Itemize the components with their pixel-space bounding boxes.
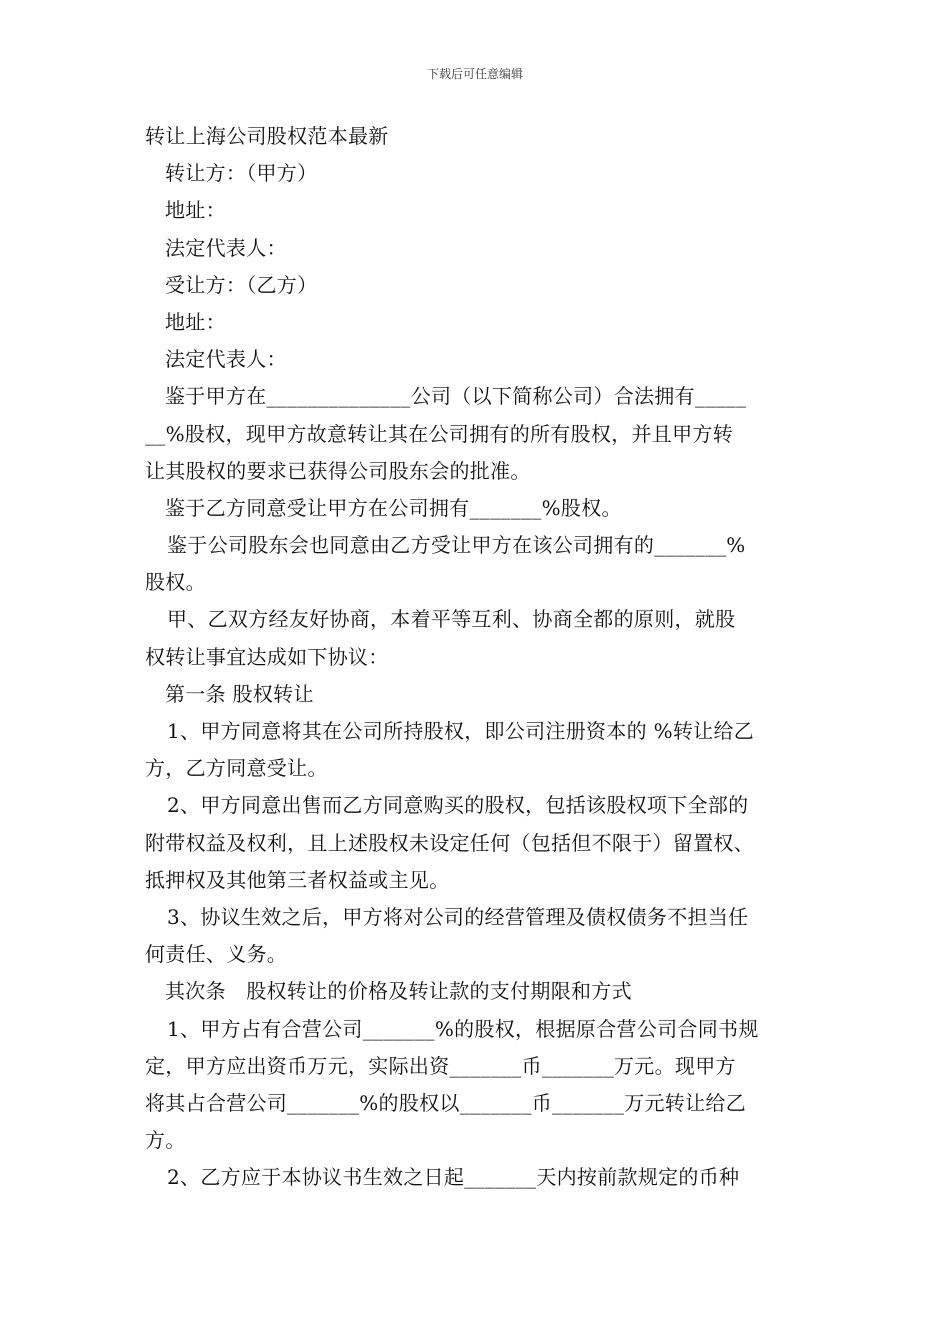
paragraph-line: 2、乙方应于本协议书生效之日起_______天内按前款规定的币种 [167,1165,740,1190]
paragraph-line: 3、协议生效之后，甲方将对公司的经营管理及债权债务不担当任 [167,904,749,929]
transferor-label: 转让方：（甲方） [165,161,318,186]
paragraph-line: 附带权益及权利，且上述股权未设定任何（包括但不限于）留置权、 [145,830,754,855]
transferor-address: 地址： [165,198,226,223]
paragraph-line: 2、甲方同意出售而乙方同意购买的股权，包括该股权项下全部的 [167,793,749,818]
paragraph-line: 权转让事宜达成如下协议： [145,644,389,669]
transferee-representative: 法定代表人： [165,347,287,372]
paragraph-line: 鉴于公司股东会也同意由乙方受让甲方在该公司拥有的_______% [167,533,746,558]
paragraph-line: 1、甲方同意将其在公司所持股权，即公司注册资本的 %转让给乙 [167,719,755,743]
paragraph-line: 让其股权的要求已获得公司股东会的批准。 [145,458,531,483]
paragraph-line: 鉴于乙方同意受让甲方在公司拥有_______%股权。 [165,495,622,520]
paragraph-line: 将其占合营公司_______%的股权以_______币_______万元转让给乙 [145,1090,747,1115]
transferee-address: 地址： [165,309,226,334]
paragraph-line: 鉴于甲方在______________公司（以下简称公司）合法拥有_____ [165,384,747,409]
section-heading: 其次条 股权转让的价格及转让款的支付期限和方式 [165,979,632,1004]
document-title: 转让上海公司股权范本最新 [145,124,389,148]
paragraph-line: 何责任、义务。 [145,942,288,967]
paragraph-line: 抵押权及其他第三者权益或主见。 [145,867,450,892]
paragraph-line: __%股权，现甲方故意转让其在公司拥有的所有股权，并且甲方转 [145,421,734,446]
transferor-representative: 法定代表人： [165,235,287,260]
page-header: 下载后可任意编辑 [426,67,523,81]
paragraph-line: 定，甲方应出资币万元，实际出资_______币_______万元。现甲方 [145,1053,736,1078]
transferee-label: 受让方：（乙方） [165,272,318,297]
paragraph-line: 甲、乙双方经友好协商，本着平等互利、协商全都的原则，就股 [167,607,736,632]
paragraph-line: 方，乙方同意受让。 [145,756,328,781]
paragraph-line: 1、甲方占有合营公司_______%的股权，根据原合营公司合同书规 [167,1016,759,1041]
section-heading: 第一条 股权转让 [165,681,314,706]
paragraph-line: 股权。 [145,570,206,595]
paragraph-line: 方。 [145,1128,186,1153]
document-body [145,118,810,1196]
